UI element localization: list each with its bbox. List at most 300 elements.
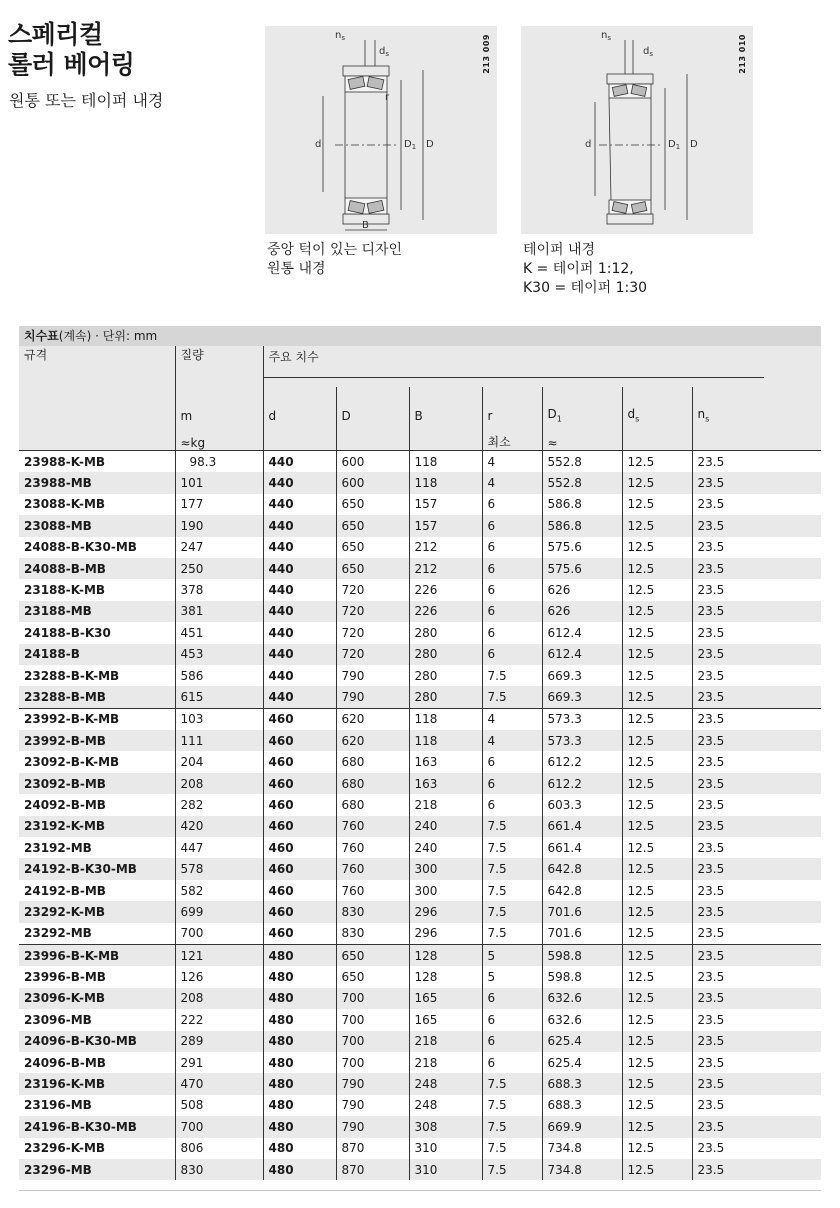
header-r-note: 최소: [482, 423, 542, 450]
cell-designation: 23192-K-MB: [19, 816, 175, 837]
cell-D: 720: [336, 601, 409, 622]
ns-label: $n_s$: [601, 30, 611, 42]
cell-ns: 23.5: [692, 451, 821, 473]
cell-ns: 23.5: [692, 644, 821, 665]
figure-1-caption: [267, 241, 402, 279]
cell-ns: 23.5: [692, 1052, 821, 1073]
cell-mass: 582: [175, 880, 263, 901]
cell-B: 296: [409, 923, 482, 945]
cell-d: 440: [263, 622, 336, 643]
cell-mass: 177: [175, 494, 263, 515]
cell-mass: 700: [175, 923, 263, 945]
cell-designation: 24092-B-MB: [24, 797, 106, 812]
cell-designation: 23092-B-MB: [19, 773, 175, 794]
cell-r: 6: [482, 579, 542, 600]
cell-B: 296: [409, 901, 482, 922]
cell-D: 680: [336, 773, 409, 794]
cell-B: 118: [409, 730, 482, 751]
cell-designation: 23992-B-K-MB: [19, 708, 175, 730]
cell-designation: 23296-K-MB: [24, 1141, 106, 1156]
cell-designation: 23096-K-MB: [19, 988, 175, 1009]
cell-ds: 12.5: [622, 601, 692, 622]
cell-ns: 23.5: [692, 1031, 821, 1052]
cell-B: 165: [409, 1009, 482, 1030]
cell-D: 870: [336, 1138, 409, 1159]
cell-r: 4: [482, 472, 542, 493]
cell-mass: 250: [175, 558, 263, 579]
cell-ds: 12.5: [622, 816, 692, 837]
cell-r: 7.5: [482, 816, 542, 837]
cell-ds: 12.5: [622, 880, 692, 901]
cell-mass: 111: [175, 730, 263, 751]
cell-designation: 23992-B-MB: [19, 730, 175, 751]
table-row: [19, 1009, 821, 1030]
cell-B: 218: [409, 1052, 482, 1073]
cell-D: 700: [336, 988, 409, 1009]
cell-ns: 23.5: [692, 1095, 821, 1116]
cell-mass: 453: [175, 644, 263, 665]
cell-D: 720: [336, 644, 409, 665]
cell-D: 650: [336, 537, 409, 558]
cell-ns: 23.5: [692, 686, 821, 708]
cell-ns: 23.5: [692, 1073, 821, 1094]
cell-d: 480: [263, 1073, 336, 1094]
cell-D1: 642.8: [542, 880, 622, 901]
cell-mass: 208: [175, 988, 263, 1009]
cell-B: 157: [409, 515, 482, 536]
table-row: [19, 472, 821, 493]
table-row: [19, 515, 821, 536]
cell-D: 790: [336, 665, 409, 686]
header-D: D: [336, 387, 409, 424]
table-row: [19, 494, 821, 515]
cell-mass: 291: [175, 1052, 263, 1073]
table-row: [19, 858, 821, 879]
table-row: [19, 730, 821, 751]
cell-ns: 23.5: [692, 708, 821, 730]
cell-d: 440: [263, 601, 336, 622]
cell-designation: 23288-B-MB: [19, 686, 175, 708]
cell-r: 6: [482, 773, 542, 794]
cell-ds: 12.5: [622, 686, 692, 708]
table-row: [19, 579, 821, 600]
cell-designation: 24192-B-MB: [24, 883, 106, 898]
cell-ns: 23.5: [692, 988, 821, 1009]
cell-r: 7.5: [482, 1159, 542, 1180]
cell-d: 440: [263, 665, 336, 686]
cell-D: 700: [336, 1052, 409, 1073]
cell-r: 7.5: [482, 665, 542, 686]
cell-d: 460: [263, 858, 336, 879]
header-ds: $d_s$: [622, 387, 692, 424]
cell-r: 6: [482, 1009, 542, 1030]
cell-D1: 612.4: [542, 644, 622, 665]
cell-designation: 23296-MB: [19, 1159, 175, 1180]
cell-ns: 23.5: [692, 1138, 821, 1159]
cell-d: 460: [263, 837, 336, 858]
cell-ds: 12.5: [622, 837, 692, 858]
cell-designation: 24196-B-K30-MB: [19, 1116, 175, 1137]
cell-designation: 23288-B-K-MB: [24, 668, 120, 683]
table-row: [19, 1073, 821, 1094]
D1-label: $D_1$: [668, 139, 681, 151]
drawing-code: 213 010: [738, 34, 747, 74]
caption-line: K = 테이퍼 1:12,: [523, 261, 634, 277]
bearing-cross-section-drawing: [521, 26, 753, 234]
cell-ns: 23.5: [692, 794, 821, 815]
cell-D: 650: [336, 558, 409, 579]
cell-B: 163: [409, 773, 482, 794]
figure-2-caption: [523, 241, 647, 298]
table-row: [19, 901, 821, 922]
cell-ns: 23.5: [692, 472, 821, 493]
main-dims-underline: [264, 377, 764, 378]
cell-mass: 447: [175, 837, 263, 858]
cell-D: 700: [336, 1009, 409, 1030]
cell-B: 280: [409, 686, 482, 708]
cell-ns: 23.5: [692, 622, 821, 643]
cell-ds: 12.5: [622, 966, 692, 987]
cell-designation: 23988-K-MB: [19, 451, 175, 473]
cell-D1: 632.6: [542, 988, 622, 1009]
cell-mass: 247: [175, 537, 263, 558]
cell-B: 310: [409, 1159, 482, 1180]
main-dims-label: 주요 치수: [268, 350, 319, 364]
d-label: d: [585, 139, 592, 150]
table-title-note: (계속) · 단위: mm: [58, 329, 158, 343]
cell-mass: 126: [175, 966, 263, 987]
cell-ns: 23.5: [692, 773, 821, 794]
cell-designation: 24088-B-MB: [19, 558, 175, 579]
B-label: B: [362, 220, 369, 231]
cell-mass: 222: [175, 1009, 263, 1030]
cell-D: 830: [336, 923, 409, 945]
cell-r: 7.5: [482, 901, 542, 922]
cell-d: 440: [263, 644, 336, 665]
cell-r: 7.5: [482, 1116, 542, 1137]
cell-D: 790: [336, 1073, 409, 1094]
cell-B: 157: [409, 494, 482, 515]
cell-ns: 23.5: [692, 923, 821, 945]
cell-d: 440: [263, 494, 336, 515]
caption-line: 테이퍼 내경: [523, 242, 596, 258]
cell-D: 650: [336, 494, 409, 515]
cell-mass: 508: [175, 1095, 263, 1116]
cell-d: 460: [263, 773, 336, 794]
table-body: [19, 451, 821, 1181]
cell-r: 6: [482, 515, 542, 536]
cell-D1: 612.4: [542, 622, 622, 643]
table-row: [19, 665, 821, 686]
cell-ns: 23.5: [692, 1009, 821, 1030]
cell-d: 460: [263, 923, 336, 945]
cell-ds: 12.5: [622, 579, 692, 600]
table-row: [19, 1159, 821, 1180]
cell-d: 460: [263, 880, 336, 901]
table-title-bar: [19, 326, 821, 346]
cell-ds: 12.5: [622, 1159, 692, 1180]
cell-mass: 381: [175, 601, 263, 622]
cell-ns: 23.5: [692, 730, 821, 751]
cell-B: 308: [409, 1116, 482, 1137]
cell-ds: 12.5: [622, 1116, 692, 1137]
cell-B: 280: [409, 665, 482, 686]
table-row: [19, 1095, 821, 1116]
cell-designation: 23192-MB: [24, 840, 92, 855]
cell-r: 4: [482, 451, 542, 473]
cell-d: 480: [263, 1009, 336, 1030]
cell-designation: 23092-B-K-MB: [24, 755, 120, 770]
cell-D: 830: [336, 901, 409, 922]
page-title: [8, 20, 134, 80]
cell-r: 7.5: [482, 1138, 542, 1159]
cell-ds: 12.5: [622, 730, 692, 751]
table-row: [19, 773, 821, 794]
cell-D: 790: [336, 1095, 409, 1116]
cell-r: 7.5: [482, 1095, 542, 1116]
cell-mass: 700: [175, 1116, 263, 1137]
cell-mass: 451: [175, 622, 263, 643]
cell-d: 440: [263, 515, 336, 536]
cell-d: 440: [263, 537, 336, 558]
cell-D: 650: [336, 515, 409, 536]
bearing-drawing-cylindrical: [265, 26, 497, 234]
cell-D: 620: [336, 708, 409, 730]
table-row: [19, 944, 821, 966]
cell-D1: 598.8: [542, 966, 622, 987]
cell-r: 5: [482, 966, 542, 987]
cell-ds: 12.5: [622, 515, 692, 536]
cell-designation: 23292-K-MB: [19, 901, 175, 922]
table-row: [19, 1116, 821, 1137]
cell-r: 6: [482, 794, 542, 815]
table-row: [19, 816, 821, 837]
r-label: r: [385, 92, 390, 103]
table-row: [19, 794, 821, 815]
cell-mass: 699: [175, 901, 263, 922]
cell-B: 248: [409, 1095, 482, 1116]
cell-mass: 282: [175, 794, 263, 815]
cell-d: 480: [263, 1159, 336, 1180]
cell-designation: 24088-B-K30-MB: [24, 540, 137, 555]
cell-B: 163: [409, 751, 482, 772]
cell-mass: 121: [175, 944, 263, 966]
header-mass-symbol: m: [175, 387, 263, 424]
cell-mass: 830: [175, 1159, 263, 1180]
cell-ns: 23.5: [692, 665, 821, 686]
cell-r: 7.5: [482, 923, 542, 945]
cell-D1: 661.4: [542, 837, 622, 858]
caption-line: 중앙 턱이 있는 디자인: [267, 242, 403, 258]
cell-ds: 12.5: [622, 558, 692, 579]
cell-r: 6: [482, 1052, 542, 1073]
cell-ns: 23.5: [692, 601, 821, 622]
bearing-cross-section-drawing: [265, 26, 497, 234]
cell-ds: 12.5: [622, 1138, 692, 1159]
cell-D1: 612.2: [542, 773, 622, 794]
cell-r: 6: [482, 601, 542, 622]
header-ns: $n_s$: [692, 387, 821, 424]
cell-D: 720: [336, 622, 409, 643]
page-subtitle: 원통 또는 테이퍼 내경: [9, 91, 164, 110]
cell-D: 760: [336, 816, 409, 837]
cell-ns: 23.5: [692, 901, 821, 922]
cell-ns: 23.5: [692, 944, 821, 966]
cell-ns: 23.5: [692, 1159, 821, 1180]
table-row: [19, 558, 821, 579]
cell-r: 7.5: [482, 880, 542, 901]
cell-mass: 204: [175, 751, 263, 772]
cell-d: 440: [263, 472, 336, 493]
cell-r: 6: [482, 558, 542, 579]
cell-d: 460: [263, 708, 336, 730]
cell-B: 280: [409, 644, 482, 665]
cell-d: 480: [263, 988, 336, 1009]
cell-mass: 103: [175, 708, 263, 730]
cell-B: 218: [409, 1031, 482, 1052]
cell-B: 226: [409, 579, 482, 600]
cell-d: 460: [263, 816, 336, 837]
cell-designation: 23188-MB: [19, 601, 175, 622]
cell-D: 760: [336, 880, 409, 901]
cell-ds: 12.5: [622, 1052, 692, 1073]
cell-r: 4: [482, 730, 542, 751]
cell-r: 6: [482, 751, 542, 772]
ds-label: $d_s$: [643, 46, 654, 58]
cell-B: 118: [409, 451, 482, 473]
cell-ds: 12.5: [622, 1009, 692, 1030]
cell-r: 6: [482, 622, 542, 643]
cell-designation: 23096-MB: [24, 1012, 92, 1027]
cell-ns: 23.5: [692, 816, 821, 837]
cell-D1: 669.3: [542, 686, 622, 708]
cell-D1: 626: [542, 601, 622, 622]
header-empty: [263, 423, 336, 450]
cell-d: 440: [263, 558, 336, 579]
cell-r: 6: [482, 644, 542, 665]
cell-ds: 12.5: [622, 794, 692, 815]
cell-ds: 12.5: [622, 537, 692, 558]
cell-D1: 603.3: [542, 794, 622, 815]
cell-designation: 23088-K-MB: [24, 497, 106, 512]
cell-designation: 23996-B-MB: [24, 970, 106, 985]
cell-mass: 289: [175, 1031, 263, 1052]
cell-ns: 23.5: [692, 966, 821, 987]
table-row: [19, 837, 821, 858]
cell-mass: 586: [175, 665, 263, 686]
cell-ns: 23.5: [692, 751, 821, 772]
cell-D1: 626: [542, 579, 622, 600]
cell-B: 300: [409, 858, 482, 879]
cell-mass: 470: [175, 1073, 263, 1094]
cell-r: 7.5: [482, 1073, 542, 1094]
cell-mass: 101: [175, 472, 263, 493]
cell-D1: 661.4: [542, 816, 622, 837]
table-row: [19, 1031, 821, 1052]
cell-ds: 12.5: [622, 1073, 692, 1094]
header-empty: [692, 423, 821, 450]
table-row: [19, 1138, 821, 1159]
cell-ds: 12.5: [622, 665, 692, 686]
cell-B: 248: [409, 1073, 482, 1094]
table-row: [19, 923, 821, 945]
cell-d: 480: [263, 1031, 336, 1052]
cell-D: 760: [336, 837, 409, 858]
table-row: [19, 988, 821, 1009]
cell-d: 480: [263, 1116, 336, 1137]
cell-D1: 642.8: [542, 858, 622, 879]
d-label: d: [315, 139, 322, 150]
cell-D: 620: [336, 730, 409, 751]
cell-d: 440: [263, 451, 336, 473]
cell-designation: 24188-B: [19, 644, 175, 665]
cell-d: 460: [263, 901, 336, 922]
cell-ds: 12.5: [622, 751, 692, 772]
header-d: d: [263, 387, 336, 424]
header-mass-unit: ≈kg: [175, 423, 263, 450]
cell-D1: 586.8: [542, 515, 622, 536]
cell-D1: 625.4: [542, 1052, 622, 1073]
table-row: [19, 708, 821, 730]
cell-D: 680: [336, 751, 409, 772]
dimension-table: [19, 346, 821, 1180]
cell-ns: 23.5: [692, 858, 821, 879]
cell-ds: 12.5: [622, 451, 692, 473]
cell-ds: 12.5: [622, 622, 692, 643]
cell-d: 480: [263, 966, 336, 987]
cell-designation: 24188-B-K30: [24, 625, 111, 640]
cell-d: 460: [263, 794, 336, 815]
ds-label: $d_s$: [379, 46, 390, 58]
cell-ds: 12.5: [622, 901, 692, 922]
cell-designation: 23988-MB: [19, 472, 175, 493]
table-bottom-rule: [19, 1190, 821, 1191]
cell-B: 240: [409, 837, 482, 858]
cell-D1: 573.3: [542, 708, 622, 730]
cell-designation: 23088-MB: [19, 515, 175, 536]
cell-mass: 615: [175, 686, 263, 708]
cell-D1: 612.2: [542, 751, 622, 772]
bearing-drawing-tapered: [521, 26, 753, 234]
cell-D1: 632.6: [542, 1009, 622, 1030]
cell-D: 600: [336, 451, 409, 473]
cell-B: 218: [409, 794, 482, 815]
table-row: [19, 601, 821, 622]
cell-ns: 23.5: [692, 558, 821, 579]
cell-D1: 669.9: [542, 1116, 622, 1137]
header-r: r: [482, 387, 542, 424]
table-row: [19, 751, 821, 772]
table-row: [19, 451, 821, 473]
cell-B: 226: [409, 601, 482, 622]
cell-D1: 734.8: [542, 1138, 622, 1159]
header-empty: [622, 423, 692, 450]
cell-D: 650: [336, 944, 409, 966]
ns-label: $n_s$: [335, 30, 345, 42]
drawing-code: 213 009: [482, 34, 491, 74]
cell-D1: 734.8: [542, 1159, 622, 1180]
cell-D: 760: [336, 858, 409, 879]
table-row: [19, 622, 821, 643]
cell-ns: 23.5: [692, 1116, 821, 1137]
cell-designation: 23188-K-MB: [24, 583, 106, 598]
cell-ns: 23.5: [692, 880, 821, 901]
cell-designation: 23996-B-K-MB: [19, 944, 175, 966]
cell-D: 600: [336, 472, 409, 493]
cell-D1: 575.6: [542, 537, 622, 558]
cell-D1: 625.4: [542, 1031, 622, 1052]
cell-B: 310: [409, 1138, 482, 1159]
